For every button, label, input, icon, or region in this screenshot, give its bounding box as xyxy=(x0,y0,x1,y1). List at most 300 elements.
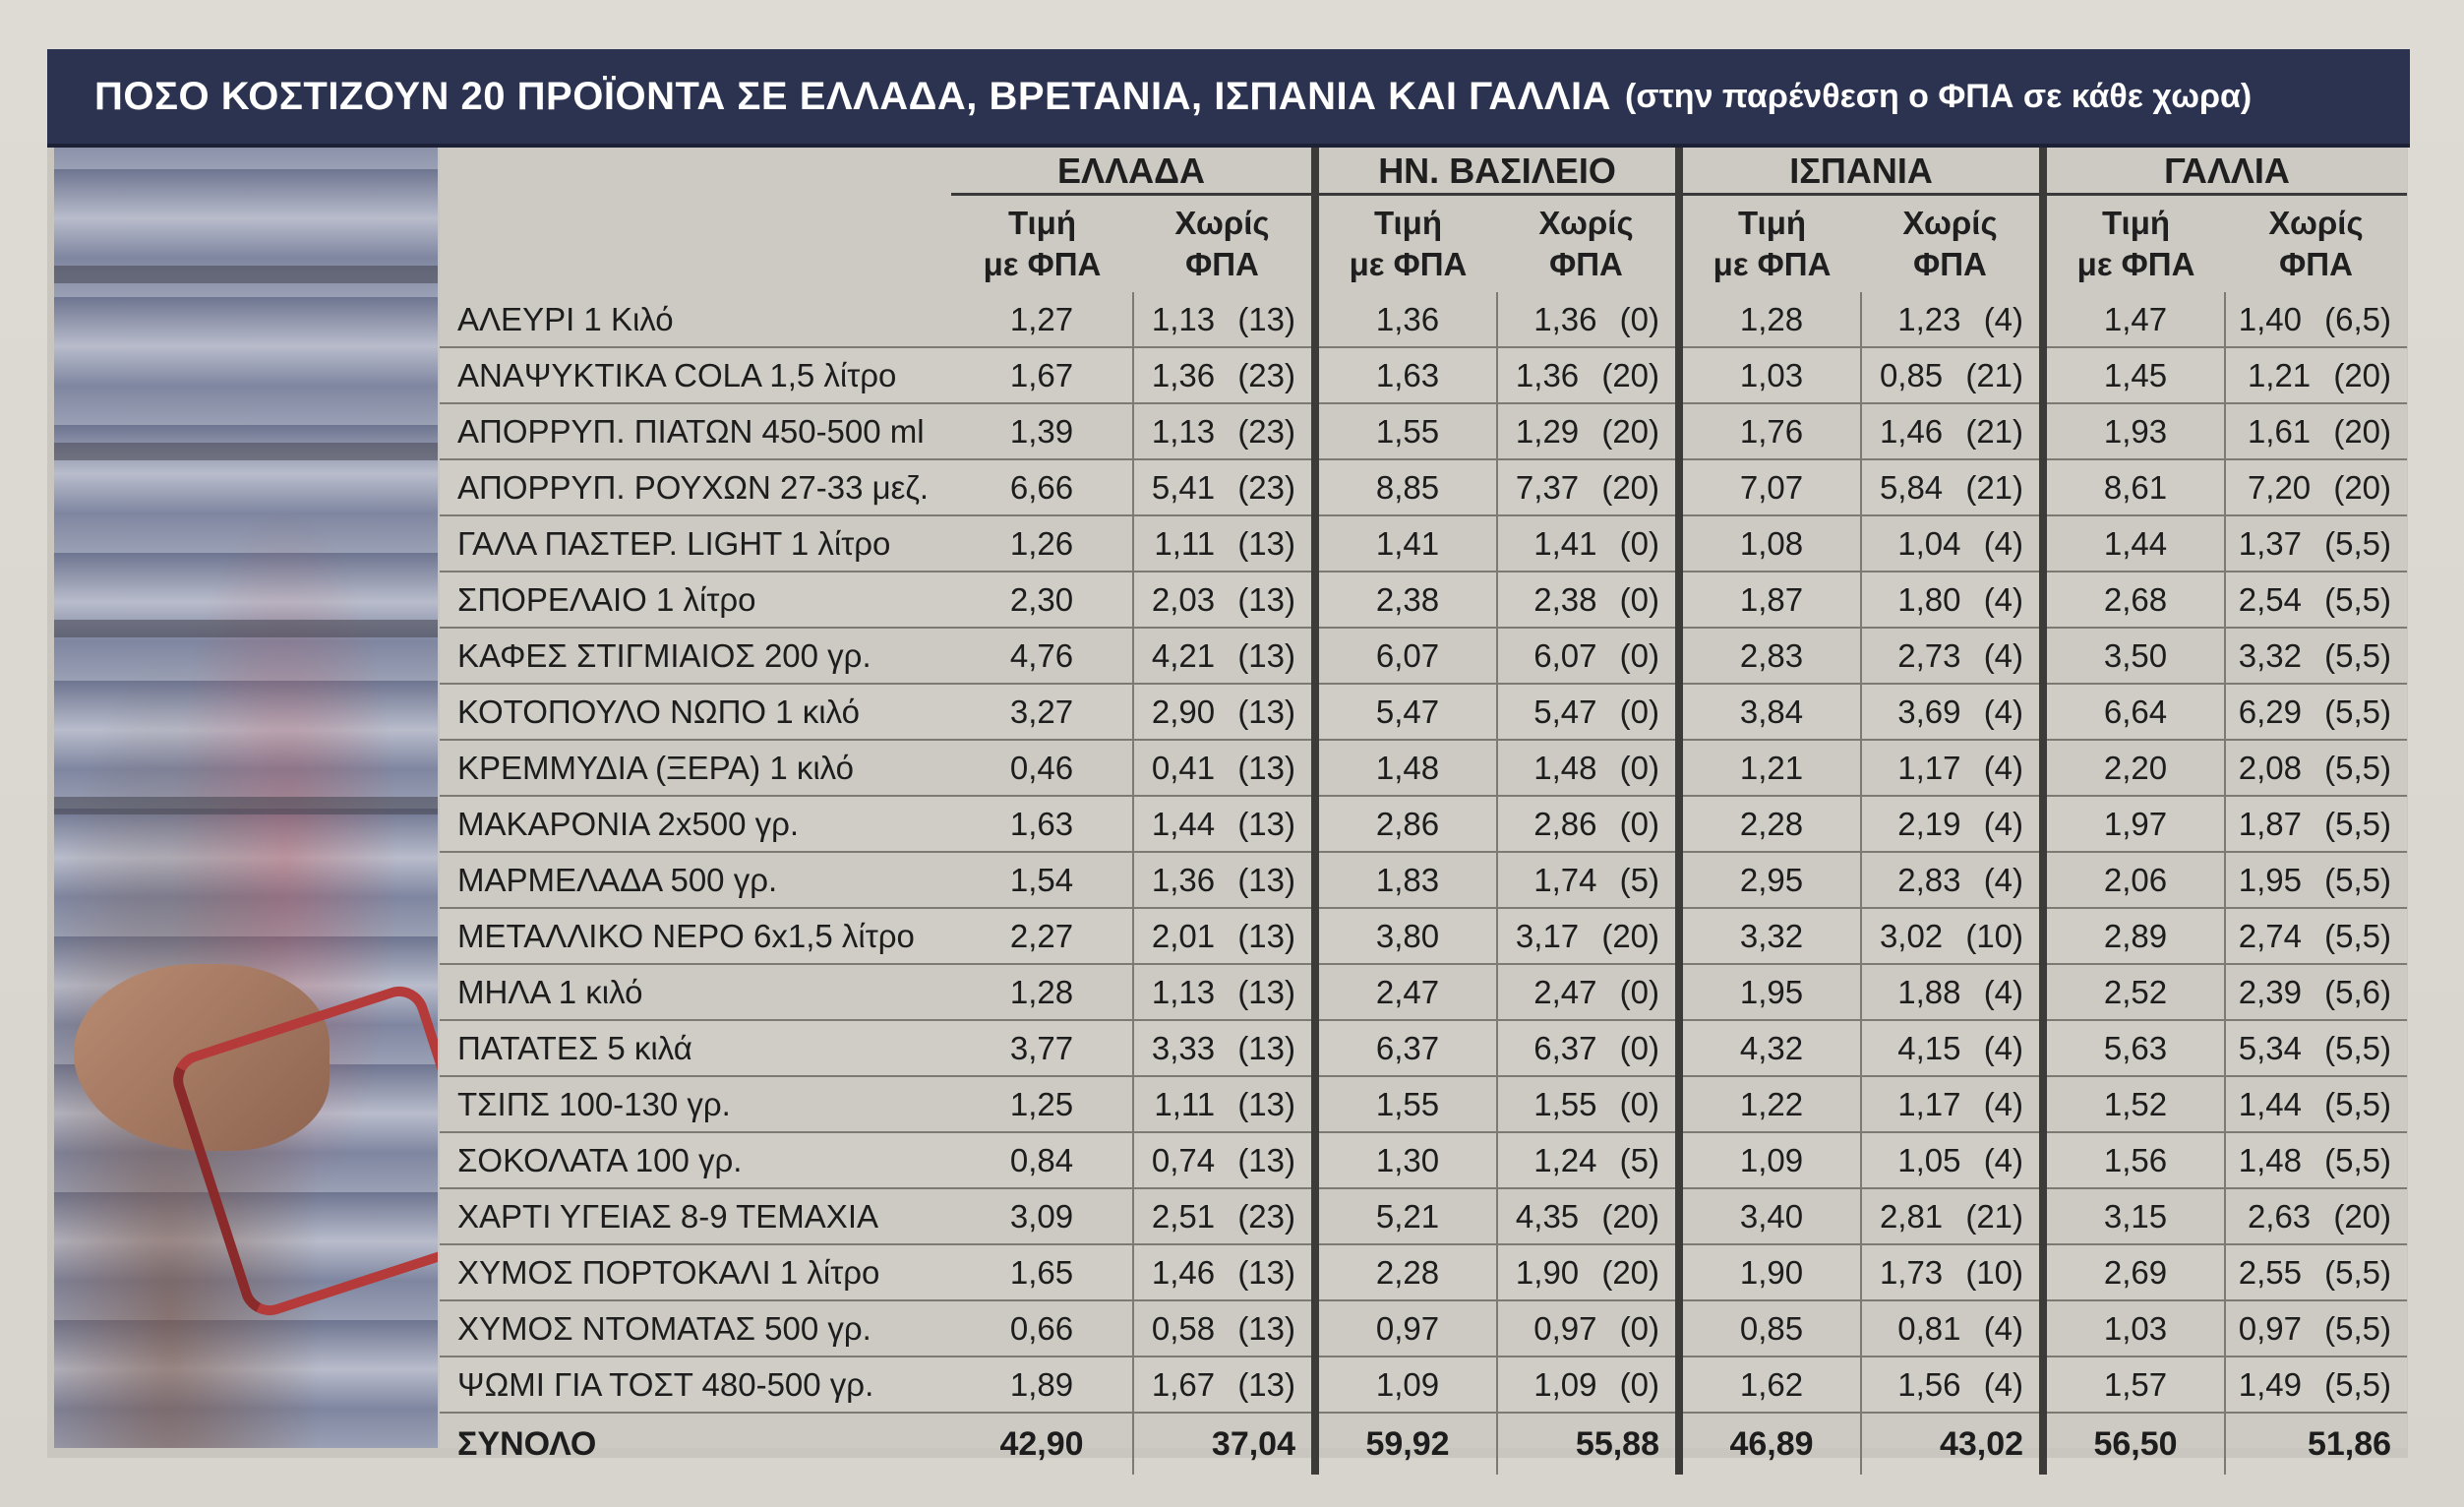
price-without-vat-cell xyxy=(1133,403,1315,459)
price-without-vat-cell xyxy=(1133,628,1315,684)
product-label: ΓΑΛΑ ΠΑΣΤΕΡ. LIGHT 1 λίτρο xyxy=(440,515,951,572)
vat-rate: (10) xyxy=(1965,917,2024,954)
price-without-vat: 4,35 xyxy=(1515,1197,1580,1235)
price-with-vat: 1,28 xyxy=(951,964,1133,1020)
price-without-vat-cell xyxy=(1133,852,1315,908)
price-with-vat: 0,46 xyxy=(951,740,1133,796)
price-without-vat-cell xyxy=(1133,1300,1315,1356)
price-without-vat-cell xyxy=(1497,1020,1679,1076)
vat-rate: (5,6) xyxy=(2324,973,2392,1010)
price-with-vat: 1,21 xyxy=(1679,740,1861,796)
price-without-vat: 2,55 xyxy=(2238,1253,2302,1291)
vat-rate: (13) xyxy=(1237,861,1295,898)
price-without-vat: 0,41 xyxy=(1151,749,1216,786)
price-without-vat-cell xyxy=(1861,515,2043,572)
table-body xyxy=(440,292,2407,1475)
price-without-vat-cell xyxy=(1861,1020,2043,1076)
price-without-vat-cell xyxy=(2225,292,2407,347)
price-with-vat: 3,84 xyxy=(1679,684,1861,740)
price-without-vat: 3,32 xyxy=(2238,636,2302,674)
price-with-vat: 2,83 xyxy=(1679,628,1861,684)
price-with-vat: 1,57 xyxy=(2043,1356,2225,1413)
price-with-vat: 2,28 xyxy=(1679,796,1861,852)
total-without-vat: 37,04 xyxy=(1133,1413,1315,1475)
product-label: ΑΛΕΥΡΙ 1 Κιλό xyxy=(440,292,951,347)
product-label: ΜΑΚΑΡΟΝΙΑ 2x500 γρ. xyxy=(440,796,951,852)
vat-rate: (5,5) xyxy=(2324,636,2392,674)
price-without-vat-cell xyxy=(1861,572,2043,628)
vat-rate: (4) xyxy=(1983,1141,2024,1178)
product-label: ΑΠΟΡΡΥΠ. ΠΙΑΤΩΝ 450-500 ml xyxy=(440,403,951,459)
price-without-vat-cell xyxy=(1861,852,2043,908)
price-with-vat: 1,65 xyxy=(951,1244,1133,1300)
vat-rate: (13) xyxy=(1237,1365,1295,1403)
price-with-vat: 6,64 xyxy=(2043,684,2225,740)
infographic-title: ΠΟΣΟ ΚΟΣΤΙΖΟΥΝ 20 ΠΡΟΪΟΝΤΑ ΣΕ ΕΛΛΑΔΑ, ΒΡΕΤΑΝΙΑ, ΙΣΠΑΝΙΑ ΚΑΙ ΓΑΛΛΙΑ xyxy=(94,74,1612,118)
price-without-vat: 3,33 xyxy=(1151,1029,1216,1066)
price-without-vat-cell xyxy=(1861,964,2043,1020)
price-with-vat: 2,95 xyxy=(1679,852,1861,908)
vat-rate: (0) xyxy=(1619,805,1660,842)
price-without-vat: 6,37 xyxy=(1533,1029,1597,1066)
price-without-vat-cell xyxy=(2225,515,2407,572)
price-without-vat-cell xyxy=(1133,1244,1315,1300)
price-without-vat-cell xyxy=(1497,292,1679,347)
total-without-vat: 55,88 xyxy=(1497,1413,1679,1475)
vat-rate: (21) xyxy=(1965,412,2024,450)
price-without-vat: 0,81 xyxy=(1897,1309,1961,1347)
product-label: ΧΥΜΟΣ ΝΤΟΜΑΤΑΣ 500 γρ. xyxy=(440,1300,951,1356)
price-without-vat-cell xyxy=(2225,572,2407,628)
vat-rate: (5,5) xyxy=(2324,580,2392,618)
price-without-vat: 1,88 xyxy=(1897,973,1961,1010)
price-without-vat: 1,87 xyxy=(2238,805,2302,842)
country-header-greece: ΕΛΛΑΔΑ xyxy=(951,148,1315,195)
price-with-vat: 0,66 xyxy=(951,1300,1133,1356)
price-without-vat-cell xyxy=(1497,1300,1679,1356)
price-with-vat: 7,07 xyxy=(1679,459,1861,515)
vat-rate: (13) xyxy=(1237,749,1295,786)
price-without-vat: 5,41 xyxy=(1151,468,1216,506)
price-without-vat: 1,95 xyxy=(2238,861,2302,898)
price-with-vat: 8,61 xyxy=(2043,459,2225,515)
price-without-vat-cell xyxy=(1133,515,1315,572)
supermarket-photo xyxy=(54,148,438,1448)
vat-rate: (0) xyxy=(1619,1365,1660,1403)
price-without-vat: 2,73 xyxy=(1897,636,1961,674)
price-without-vat-cell xyxy=(1861,740,2043,796)
price-without-vat-cell xyxy=(1861,292,2043,347)
price-with-vat: 5,63 xyxy=(2043,1020,2225,1076)
vat-rate: (0) xyxy=(1619,1309,1660,1347)
vat-rate: (5,5) xyxy=(2324,1029,2392,1066)
price-without-vat: 0,85 xyxy=(1879,356,1944,393)
vat-rate: (20) xyxy=(2333,1197,2392,1235)
total-row xyxy=(440,1413,2407,1475)
price-without-vat-cell xyxy=(2225,403,2407,459)
price-without-vat: 1,46 xyxy=(1879,412,1944,450)
vat-rate: (5,5) xyxy=(2324,1085,2392,1122)
vat-rate: (13) xyxy=(1237,1309,1295,1347)
price-without-vat-cell xyxy=(2225,684,2407,740)
vat-rate: (5,5) xyxy=(2324,1253,2392,1291)
price-without-vat-cell xyxy=(2225,1132,2407,1188)
price-without-vat-cell xyxy=(1861,1244,2043,1300)
price-without-vat: 1,36 xyxy=(1533,300,1597,337)
price-without-vat-cell xyxy=(1133,740,1315,796)
price-without-vat: 1,09 xyxy=(1533,1365,1597,1403)
vat-rate: (20) xyxy=(2333,468,2392,506)
price-with-vat: 0,97 xyxy=(1315,1300,1497,1356)
shelf-stripe xyxy=(54,266,438,283)
price-with-vat: 5,21 xyxy=(1315,1188,1497,1244)
header-blank xyxy=(440,148,951,195)
price-with-vat: 1,62 xyxy=(1679,1356,1861,1413)
vat-rate: (0) xyxy=(1619,749,1660,786)
table-row xyxy=(440,459,2407,515)
price-without-vat: 7,20 xyxy=(2247,468,2312,506)
price-without-vat-cell xyxy=(1497,908,1679,964)
shelf-stripe xyxy=(54,620,438,637)
price-without-vat-cell xyxy=(1133,1076,1315,1132)
price-without-vat-cell xyxy=(1133,572,1315,628)
price-with-vat: 6,37 xyxy=(1315,1020,1497,1076)
vat-rate: (13) xyxy=(1237,973,1295,1010)
vat-rate: (13) xyxy=(1237,693,1295,730)
vat-rate: (13) xyxy=(1237,1085,1295,1122)
price-with-vat: 3,40 xyxy=(1679,1188,1861,1244)
price-without-vat-cell xyxy=(2225,964,2407,1020)
price-without-vat: 5,47 xyxy=(1533,693,1597,730)
price-with-vat: 1,41 xyxy=(1315,515,1497,572)
vat-rate: (5,5) xyxy=(2324,1309,2392,1347)
vat-rate: (13) xyxy=(1237,300,1295,337)
price-with-vat: 1,27 xyxy=(951,292,1133,347)
price-without-vat: 2,47 xyxy=(1533,973,1597,1010)
price-without-vat: 1,74 xyxy=(1533,861,1597,898)
price-with-vat: 1,30 xyxy=(1315,1132,1497,1188)
price-without-vat-cell xyxy=(1861,628,2043,684)
price-with-vat: 1,08 xyxy=(1679,515,1861,572)
price-without-vat: 1,48 xyxy=(1533,749,1597,786)
price-with-vat: 3,32 xyxy=(1679,908,1861,964)
vat-rate: (13) xyxy=(1237,636,1295,674)
price-without-vat: 1,05 xyxy=(1897,1141,1961,1178)
price-without-vat: 1,36 xyxy=(1515,356,1580,393)
vat-rate: (5,5) xyxy=(2324,693,2392,730)
table-row xyxy=(440,1076,2407,1132)
price-with-vat: 1,03 xyxy=(2043,1300,2225,1356)
header-blank xyxy=(440,195,951,293)
product-label: ΧΥΜΟΣ ΠΟΡΤΟΚΑΛΙ 1 λίτρο xyxy=(440,1244,951,1300)
vat-rate: (0) xyxy=(1619,524,1660,562)
vat-rate: (4) xyxy=(1983,1029,2024,1066)
price-without-vat: 2,83 xyxy=(1897,861,1961,898)
price-with-vat: 1,09 xyxy=(1679,1132,1861,1188)
price-without-vat: 1,46 xyxy=(1151,1253,1216,1291)
price-without-vat: 1,36 xyxy=(1151,356,1216,393)
price-without-vat-cell xyxy=(2225,347,2407,403)
price-with-vat: 3,80 xyxy=(1315,908,1497,964)
table-row xyxy=(440,628,2407,684)
price-without-vat-cell xyxy=(1497,684,1679,740)
vat-rate: (20) xyxy=(1601,412,1660,450)
table-row xyxy=(440,1020,2407,1076)
header-without-vat: Χωρίς ΦΠΑ xyxy=(1174,205,1270,282)
vat-rate: (6,5) xyxy=(2324,300,2392,337)
price-without-vat-cell xyxy=(2225,1300,2407,1356)
vat-rate: (13) xyxy=(1237,917,1295,954)
vat-rate: (4) xyxy=(1983,636,2024,674)
vat-rate: (20) xyxy=(1601,1253,1660,1291)
product-label: ΜΑΡΜΕΛΑΔΑ 500 γρ. xyxy=(440,852,951,908)
price-without-vat-cell xyxy=(2225,1188,2407,1244)
price-with-vat: 2,20 xyxy=(2043,740,2225,796)
infographic-subtitle: (στην παρένθεση ο ΦΠΑ σε κάθε χωρα) xyxy=(1625,77,2253,115)
price-without-vat-cell xyxy=(1497,964,1679,1020)
title-bar xyxy=(47,49,2410,148)
header-with-vat: Τιμή με ΦΠΑ xyxy=(983,205,1102,282)
price-without-vat-cell xyxy=(1133,347,1315,403)
price-with-vat: 1,45 xyxy=(2043,347,2225,403)
price-with-vat: 1,03 xyxy=(1679,347,1861,403)
price-without-vat-cell xyxy=(1133,459,1315,515)
price-without-vat: 5,84 xyxy=(1879,468,1944,506)
price-without-vat-cell xyxy=(1497,796,1679,852)
price-without-vat: 1,56 xyxy=(1897,1365,1961,1403)
table-row xyxy=(440,403,2407,459)
table-row xyxy=(440,740,2407,796)
price-without-vat-cell xyxy=(1497,1132,1679,1188)
price-without-vat-cell xyxy=(2225,740,2407,796)
price-without-vat: 1,04 xyxy=(1897,524,1961,562)
price-with-vat: 1,48 xyxy=(1315,740,1497,796)
price-with-vat: 4,32 xyxy=(1679,1020,1861,1076)
price-without-vat-cell xyxy=(1861,796,2043,852)
price-without-vat: 1,48 xyxy=(2238,1141,2302,1178)
price-with-vat: 6,07 xyxy=(1315,628,1497,684)
price-with-vat: 5,47 xyxy=(1315,684,1497,740)
price-without-vat: 1,21 xyxy=(2247,356,2312,393)
table-row xyxy=(440,1300,2407,1356)
price-without-vat: 2,51 xyxy=(1151,1197,1216,1235)
price-without-vat-cell xyxy=(2225,908,2407,964)
product-label: ΚΡΕΜΜΥΔΙΑ (ΞΕΡΑ) 1 κιλό xyxy=(440,740,951,796)
price-with-vat: 1,76 xyxy=(1679,403,1861,459)
price-without-vat: 2,38 xyxy=(1533,580,1597,618)
table-row xyxy=(440,572,2407,628)
price-with-vat: 2,47 xyxy=(1315,964,1497,1020)
price-without-vat-cell xyxy=(1133,908,1315,964)
price-without-vat-cell xyxy=(2225,1020,2407,1076)
price-without-vat: 6,07 xyxy=(1533,636,1597,674)
price-with-vat: 1,63 xyxy=(951,796,1133,852)
price-without-vat: 2,74 xyxy=(2238,917,2302,954)
total-without-vat: 51,86 xyxy=(2225,1413,2407,1475)
price-without-vat: 1,80 xyxy=(1897,580,1961,618)
vat-rate: (4) xyxy=(1983,580,2024,618)
price-without-vat-cell xyxy=(1133,1188,1315,1244)
price-with-vat: 1,26 xyxy=(951,515,1133,572)
price-without-vat-cell xyxy=(1497,347,1679,403)
price-without-vat: 1,23 xyxy=(1897,300,1961,337)
product-label: ΑΠΟΡΡΥΠ. ΡΟΥΧΩΝ 27-33 μεζ. xyxy=(440,459,951,515)
price-without-vat: 4,15 xyxy=(1897,1029,1961,1066)
price-without-vat-cell xyxy=(1861,1300,2043,1356)
vat-rate: (20) xyxy=(2333,356,2392,393)
vat-rate: (20) xyxy=(1601,917,1660,954)
price-without-vat: 1,24 xyxy=(1533,1141,1597,1178)
price-with-vat: 4,76 xyxy=(951,628,1133,684)
vat-rate: (20) xyxy=(1601,468,1660,506)
price-without-vat: 1,36 xyxy=(1151,861,1216,898)
price-without-vat-cell xyxy=(1497,1076,1679,1132)
price-without-vat: 1,61 xyxy=(2247,412,2312,450)
price-with-vat: 0,85 xyxy=(1679,1300,1861,1356)
price-with-vat: 3,15 xyxy=(2043,1188,2225,1244)
header-without-vat: Χωρίς ΦΠΑ xyxy=(1902,205,1998,282)
product-label: ΜΗΛΑ 1 κιλό xyxy=(440,964,951,1020)
price-with-vat: 2,89 xyxy=(2043,908,2225,964)
price-with-vat: 2,27 xyxy=(951,908,1133,964)
shelf-stripe xyxy=(54,443,438,460)
table-row xyxy=(440,852,2407,908)
vat-rate: (0) xyxy=(1619,1085,1660,1122)
price-without-vat-cell xyxy=(2225,1244,2407,1300)
price-with-vat: 6,66 xyxy=(951,459,1133,515)
header-with-vat: Τιμή με ΦΠΑ xyxy=(1315,195,1497,293)
price-without-vat: 1,17 xyxy=(1897,1085,1961,1122)
price-with-vat: 1,28 xyxy=(1679,292,1861,347)
table-row xyxy=(440,515,2407,572)
vat-rate: (0) xyxy=(1619,300,1660,337)
total-without-vat: 43,02 xyxy=(1861,1413,2043,1475)
price-with-vat: 1,89 xyxy=(951,1356,1133,1413)
price-without-vat: 1,29 xyxy=(1515,412,1580,450)
vat-rate: (4) xyxy=(1983,861,2024,898)
price-without-vat: 1,67 xyxy=(1151,1365,1216,1403)
table-row xyxy=(440,908,2407,964)
vat-rate: (13) xyxy=(1237,1141,1295,1178)
price-with-vat: 2,38 xyxy=(1315,572,1497,628)
price-without-vat-cell xyxy=(1861,684,2043,740)
vat-rate: (21) xyxy=(1965,468,2024,506)
price-without-vat: 2,39 xyxy=(2238,973,2302,1010)
price-without-vat: 3,02 xyxy=(1879,917,1944,954)
price-without-vat: 1,44 xyxy=(1151,805,1216,842)
price-with-vat: 1,22 xyxy=(1679,1076,1861,1132)
vat-rate: (13) xyxy=(1237,805,1295,842)
price-without-vat-cell xyxy=(1861,1356,2043,1413)
country-header-row xyxy=(440,148,2407,195)
vat-rate: (5,5) xyxy=(2324,805,2392,842)
vat-rate: (23) xyxy=(1237,412,1295,450)
price-with-vat: 2,86 xyxy=(1315,796,1497,852)
shelf-stripe xyxy=(54,797,438,814)
price-without-vat: 3,17 xyxy=(1515,917,1580,954)
price-without-vat-cell xyxy=(2225,1356,2407,1413)
table-row xyxy=(440,292,2407,347)
product-label: ΤΣΙΠΣ 100-130 γρ. xyxy=(440,1076,951,1132)
vat-rate: (20) xyxy=(2333,412,2392,450)
price-without-vat: 1,13 xyxy=(1151,412,1216,450)
header-without-vat: Χωρίς ΦΠΑ xyxy=(2268,205,2364,282)
price-with-vat: 1,63 xyxy=(1315,347,1497,403)
vat-rate: (4) xyxy=(1983,749,2024,786)
price-without-vat: 2,01 xyxy=(1151,917,1216,954)
total-label: ΣΥΝΟΛΟ xyxy=(457,1424,597,1463)
price-without-vat: 0,58 xyxy=(1151,1309,1216,1347)
price-with-vat: 1,25 xyxy=(951,1076,1133,1132)
vat-rate: (5,5) xyxy=(2324,1141,2392,1178)
header-with-vat: Τιμή με ΦΠΑ xyxy=(1679,195,1861,293)
vat-rate: (4) xyxy=(1983,300,2024,337)
price-with-vat: 2,06 xyxy=(2043,852,2225,908)
vat-rate: (23) xyxy=(1237,356,1295,393)
product-label: ΠΑΤΑΤΕΣ 5 κιλά xyxy=(440,1020,951,1076)
vat-rate: (13) xyxy=(1237,1029,1295,1066)
vat-rate: (4) xyxy=(1983,1365,2024,1403)
country-header-spain: ΙΣΠΑΝΙΑ xyxy=(1679,148,2043,195)
vat-rate: (4) xyxy=(1983,973,2024,1010)
price-without-vat: 2,63 xyxy=(2247,1197,2312,1235)
price-without-vat-cell xyxy=(1497,1356,1679,1413)
price-without-vat-cell xyxy=(1497,852,1679,908)
vat-rate: (23) xyxy=(1237,1197,1295,1235)
product-label: ΜΕΤΑΛΛΙΚΟ ΝΕΡΟ 6x1,5 λίτρο xyxy=(440,908,951,964)
price-without-vat: 1,73 xyxy=(1879,1253,1944,1291)
price-with-vat: 1,87 xyxy=(1679,572,1861,628)
price-without-vat: 1,49 xyxy=(2238,1365,2302,1403)
price-without-vat: 2,54 xyxy=(2238,580,2302,618)
price-without-vat-cell xyxy=(1497,628,1679,684)
price-without-vat-cell xyxy=(1133,1132,1315,1188)
vat-rate: (0) xyxy=(1619,1029,1660,1066)
vat-rate: (4) xyxy=(1983,524,2024,562)
vat-rate: (0) xyxy=(1619,693,1660,730)
price-without-vat: 1,55 xyxy=(1533,1085,1597,1122)
price-without-vat-cell xyxy=(1133,796,1315,852)
price-without-vat-cell xyxy=(2225,628,2407,684)
vat-rate: (4) xyxy=(1983,693,2024,730)
price-with-vat: 1,47 xyxy=(2043,292,2225,347)
vat-rate: (20) xyxy=(1601,356,1660,393)
price-with-vat: 1,36 xyxy=(1315,292,1497,347)
vat-rate: (5,5) xyxy=(2324,524,2392,562)
price-with-vat: 1,54 xyxy=(951,852,1133,908)
vat-rate: (4) xyxy=(1983,1085,2024,1122)
price-without-vat-cell xyxy=(1497,1188,1679,1244)
price-with-vat: 2,30 xyxy=(951,572,1133,628)
price-without-vat-cell xyxy=(1497,459,1679,515)
price-with-vat: 1,93 xyxy=(2043,403,2225,459)
vat-rate: (5) xyxy=(1619,861,1660,898)
total-with-vat: 46,89 xyxy=(1679,1413,1861,1475)
price-without-vat: 2,86 xyxy=(1533,805,1597,842)
vat-rate: (5,5) xyxy=(2324,1365,2392,1403)
price-with-vat: 3,50 xyxy=(2043,628,2225,684)
price-without-vat: 1,17 xyxy=(1897,749,1961,786)
product-label: ΨΩΜΙ ΓΙΑ ΤΟΣΤ 480-500 γρ. xyxy=(440,1356,951,1413)
price-without-vat-cell xyxy=(1861,1132,2043,1188)
price-without-vat: 1,13 xyxy=(1151,973,1216,1010)
product-label: ΑΝΑΨΥΚΤΙΚΑ COLA 1,5 λίτρο xyxy=(440,347,951,403)
total-with-vat: 56,50 xyxy=(2043,1413,2225,1475)
price-without-vat-cell xyxy=(1497,572,1679,628)
country-header-france: ΓΑΛΛΙΑ xyxy=(2043,148,2407,195)
price-without-vat-cell xyxy=(2225,852,2407,908)
price-without-vat: 1,11 xyxy=(1154,1085,1216,1122)
